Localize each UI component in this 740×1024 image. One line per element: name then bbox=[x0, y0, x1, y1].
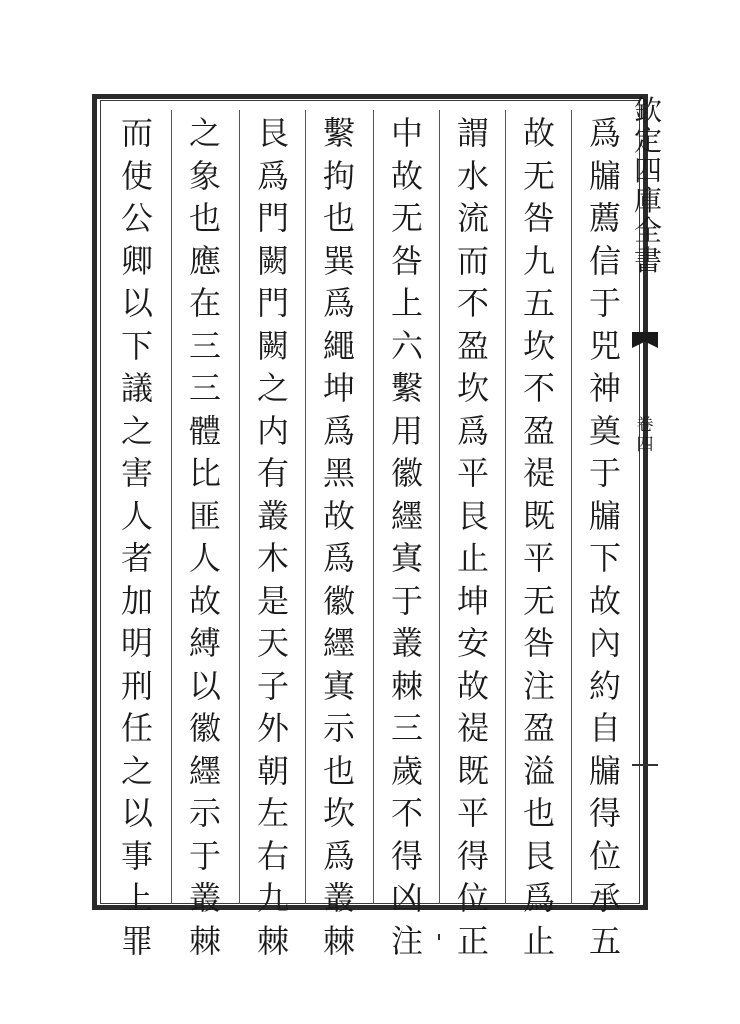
text-column-2: 故 无 咎 九 五 坎 不 盈 禔 既 平 无 咎 注 盈 溢 也 艮 爲 止 bbox=[522, 114, 555, 960]
margin-char: 全 bbox=[634, 214, 663, 247]
margin-char: 庫 bbox=[634, 184, 663, 217]
column-rule bbox=[239, 110, 240, 904]
margin-volume-number bbox=[634, 415, 656, 455]
text-column-8: 而 使 公 卿 以 下 議 之 害 人 者 加 明 刑 任 之 以 事 上 罪 bbox=[120, 114, 153, 960]
column-rule bbox=[305, 110, 306, 904]
page-mark bbox=[438, 934, 440, 940]
margin-char: 四 bbox=[636, 435, 654, 455]
margin-char: 卷 bbox=[636, 415, 654, 435]
text-column-6: 艮 爲 門 闕 門 闕 之 内 有 叢 木 是 天 子 外 朝 左 右 九 棘 bbox=[256, 114, 289, 960]
margin-char: 定 bbox=[634, 124, 663, 157]
column-rule bbox=[439, 110, 440, 904]
text-column-4: 中 故 无 咎 上 六 繫 用 徽 纆 寘 于 叢 棘 三 歲 不 得 凶 注 bbox=[390, 114, 423, 960]
column-rule bbox=[571, 110, 572, 904]
text-column-3: 謂 水 流 而 不 盈 坎 爲 平 艮 止 坤 安 故 禔 既 平 得 位 正 bbox=[456, 114, 489, 960]
text-column-5: 繫 拘 也 巽 爲 繩 坤 爲 黑 故 爲 徽 纆 寘 示 也 坎 爲 叢 棘 bbox=[322, 114, 355, 960]
column-rule bbox=[171, 110, 172, 904]
margin-divider bbox=[632, 764, 658, 766]
margin-book-title bbox=[634, 96, 662, 276]
text-column-7: 之 象 也 應 在 三 三 體 比 匪 人 故 縛 以 徽 纆 示 于 叢 棘 bbox=[188, 114, 221, 960]
margin-char: 四 bbox=[634, 154, 663, 187]
text-column-1: 爲 牖 薦 信 于 兕 神 奠 于 牖 下 故 內 約 自 牖 得 位 承 五 bbox=[588, 114, 621, 960]
margin-char: 書 bbox=[634, 244, 663, 277]
column-rule bbox=[505, 110, 506, 904]
margin-char: 欽 bbox=[634, 94, 663, 127]
column-rule bbox=[373, 110, 374, 904]
